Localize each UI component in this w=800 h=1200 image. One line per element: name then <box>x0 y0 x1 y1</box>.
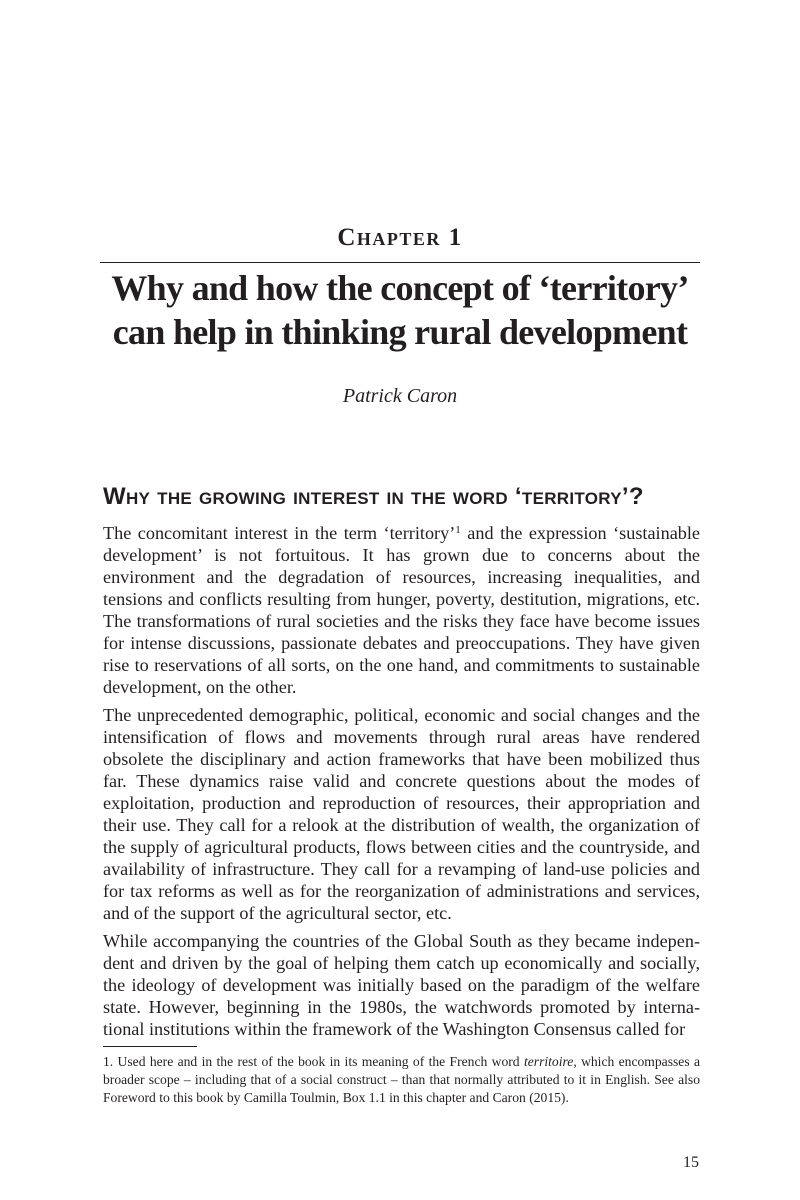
paragraph-1-text-a: The concomitant interest in the term ‘territory’ <box>103 523 456 543</box>
footnote <box>103 1053 700 1107</box>
footnote-text-a: Used here and in the rest of the book in its meaning of the French word <box>113 1054 524 1069</box>
chapter-label: Chapter 1 <box>337 224 463 251</box>
chapter-author: Patrick Caron <box>342 385 458 407</box>
footnote-divider <box>103 1046 197 1047</box>
footnote-text-b: , which encompasses a broader scope – including that of a social construct – than that normally attributed to it in English. See also Foreword to this book by Camilla Toulmin, Box 1.1 in this chapter and Caron (2015). <box>103 1054 700 1105</box>
paragraph-1-text-b: and the expression ‘sustainable development’ is not fortuitous. It has grown due to concerns about the environment and the degradation of resources, increasing inequalities, and tensions and conflicts resulting from hunger, poverty, destitution, migrations, etc. The transformations of rural societies and the risks they face have become issues for intense discussions, passionate debates and preoccupations. They have given rise to reservations of all sorts, on the one hand, and commitments to sustainable development, on the other. <box>103 523 701 697</box>
footnote-reference[interactable]: 1 <box>455 524 461 536</box>
paragraph-2: The unprecedented demographic, political, economic and social changes and the intensification of flows and movements through rural areas have rendered obsolete the disciplinary and action frameworks that have been mobilized thus far. These dynamics raise valid and concrete questions about the modes of exploitation, production and reproduction of resources, their appropriation and their use. They call for a relook at the distribution of wealth, the organization of the supply of agricultural products, flows between cities and the countryside, and availability of infrastructure. They call for a revamping of land-use policies and for tax reforms as well as for the reorganization of administrations and services, and of the support of the agricultural sector, etc. <box>103 705 700 923</box>
section-heading: Why the growing interest in the word ‘territory’? <box>103 483 644 510</box>
footnote-term: territoire <box>523 1054 574 1069</box>
page-number: 15 <box>683 1154 699 1171</box>
chapter-divider <box>100 262 700 263</box>
footnote-number: 1. <box>103 1054 114 1069</box>
chapter-title <box>80 266 720 354</box>
chapter-title-line-1: Why and how the concept of ‘territory’ <box>111 268 689 308</box>
paragraph-3: While accompanying the countries of the Global South as they became independent and driven by the goal of helping them catch up economically and socially, the ideology of development was initially based on the paradigm of the welfare state. However, beginning in the 1980s, the watchwords promoted by international institutions within the framework of the Washington Consensus called for <box>103 931 700 1039</box>
body-text <box>103 522 700 1046</box>
chapter-title-line-2: can help in thinking rural development <box>112 312 688 352</box>
paragraph-1 <box>103 522 700 698</box>
